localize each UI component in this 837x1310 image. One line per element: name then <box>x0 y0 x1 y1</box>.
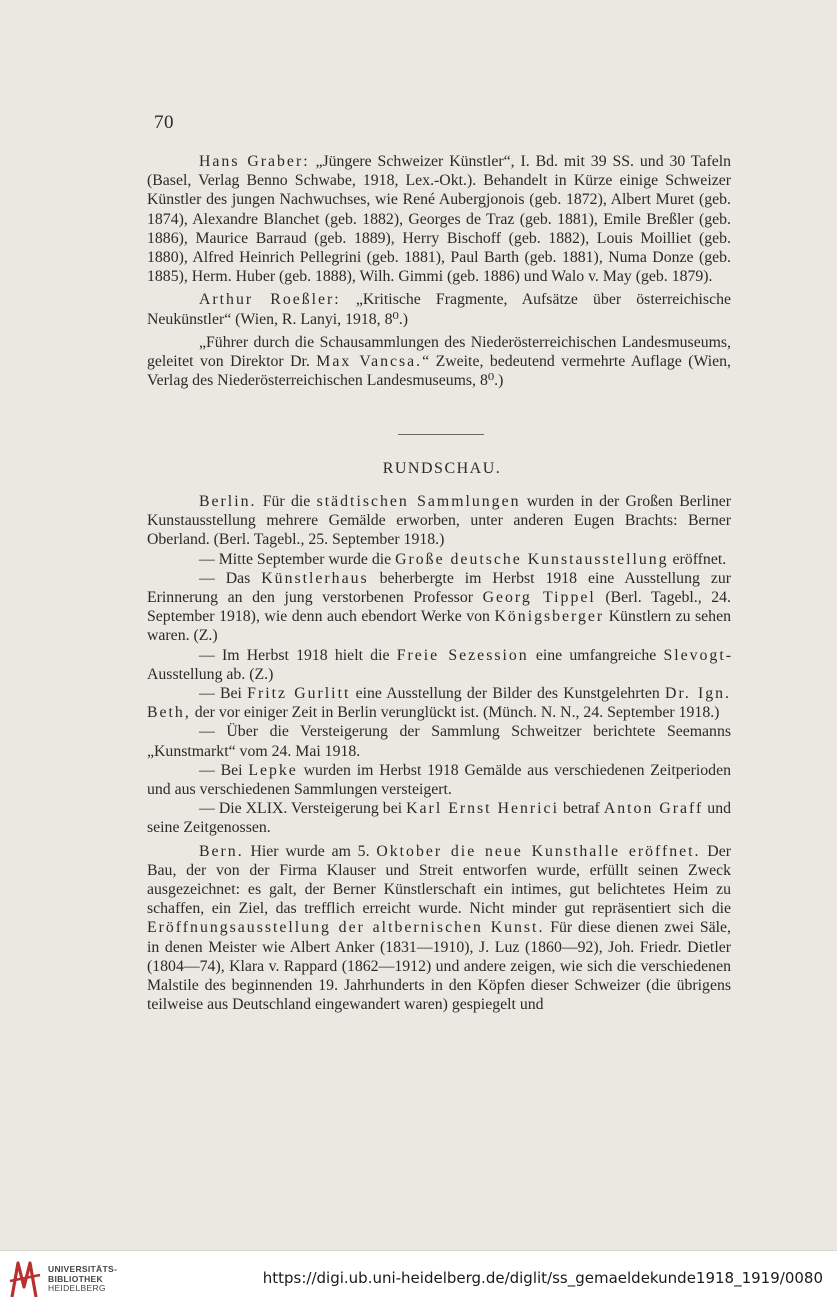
bibliography-entry-graber <box>147 152 731 286</box>
paragraph-text: — Bei <box>199 685 248 703</box>
paragraph-emphasis: Lepke <box>248 761 298 779</box>
section-title: RUNDSCHAU. <box>382 460 502 477</box>
paragraph-emphasis: Künstlerhaus <box>261 569 369 587</box>
news-item <box>147 550 731 569</box>
entry-text: „Führer durch die Schausammlungen des Niederösterreichischen Landesmuseums, geleitet von Direktor Dr. <box>147 333 731 371</box>
paragraph-text: Für die <box>256 493 317 510</box>
news-item <box>147 684 731 722</box>
paragraph-text: eröffnet. <box>668 550 727 568</box>
berlin-paragraph <box>147 492 731 550</box>
paragraph-emphasis: Oktober die neue Kunsthalle eröffnet. <box>376 842 701 860</box>
library-name-line: UNIVERSITÄTS- <box>48 1264 118 1274</box>
paragraph-text: — Das <box>199 569 262 587</box>
paragraph-emphasis: städtischen Sammlungen <box>316 493 521 510</box>
author-name: Arthur Roeßler: <box>199 291 341 309</box>
entry-text: „Jüngere Schweizer Künstler“, I. Bd. mit 39 SS. und 30 Tafeln (Basel, Verlag Benno Schwabe, 1918, Lex.-Okt.). Behandelt in Kürze einige Schweizer Künstler des jungen Nachwuchses, wie René Aubergjonois (geb. 1872), Albert Muret (geb. 1874), Alexandre Blanchet (geb. 1882), Georges de Traz (geb. 1881), Emile Breßler (geb. 1886), Maurice Barraud (geb. 1889), Herry Bischoff (geb. 1882), Louis Moilliet (geb. 1880), Alfred Heinrich Pellegrini (geb. 1881), Paul Barth (geb. 1881), Numa Donze (geb. 1885), Herm. Huber (geb. 1888), Wilh. Gimmi (geb. 1886) und Walo v. May (geb. 1879). <box>147 153 732 286</box>
viewer-footer <box>0 1250 837 1310</box>
paragraph-text: eine umfangreiche <box>528 646 664 664</box>
paragraph-text: wurden im Herbst 1918 Gemälde aus verschiedenen Zeitperioden und aus verschiedenen Sammlungen versteigert. <box>147 761 731 799</box>
paragraph-text: — Über die Versteigerung der Sammlung Schweitzer berichtete Seemanns „Kunstmarkt“ vom 24. Mai 1918. <box>147 723 731 760</box>
paragraph-emphasis: Anton Graff <box>603 800 704 818</box>
news-item <box>147 799 731 837</box>
paragraph-text: Hier wurde am 5. <box>243 842 377 860</box>
paragraph-text: — Die XLIX. Versteigerung bei <box>199 800 407 818</box>
paragraph-text: Künstlern zu sehen waren. (Z.) <box>147 608 731 645</box>
paragraph-emphasis: Große deutsche Kunstausstellung <box>395 550 669 568</box>
bibliography-entry-roessler <box>147 290 731 328</box>
library-name-line: BIBLIOTHEK <box>48 1273 103 1284</box>
paragraph-emphasis: Dr. Ign. Beth, <box>147 685 732 722</box>
paragraph-emphasis: Slevogt <box>663 646 726 664</box>
paragraph-text: — Mitte September wurde die <box>199 550 396 568</box>
page-number: 70 <box>154 112 174 133</box>
entry-emphasis: Max Vancsa. <box>316 353 423 371</box>
news-item <box>147 646 731 684</box>
university-logo-icon[interactable] <box>8 1257 42 1301</box>
paragraph-emphasis: Königsberger <box>494 608 605 626</box>
library-name <box>48 1265 117 1294</box>
paragraph-text: (Berl. Tagebl., 24. September 1918), wie denn auch ebendort Werke von <box>147 589 731 626</box>
permalink-url[interactable]: https://digi.ub.uni-heidelberg.de/diglit/ss_gemaeldekunde1918_1919/0080 <box>262 1269 823 1287</box>
news-item <box>147 569 731 646</box>
paragraph-emphasis: Karl Ernst Henrici <box>406 800 559 818</box>
paragraph-emphasis: Eröffnungsausstellung der altbernischen Kunst. <box>147 919 545 937</box>
paragraph-text: wurden in der Großen Berliner Kunstausstellung mehrere Gemälde erworben, unter anderen Eugen Brachts: Berner Oberland. (Berl. Tagebl., 25. September 1918.) <box>147 493 731 549</box>
paragraph-emphasis: Fritz Gurlitt <box>247 685 351 703</box>
bibliography-section <box>147 152 731 394</box>
author-name: Hans Graber: <box>199 153 310 170</box>
news-item <box>147 761 731 799</box>
paragraph-text: beherbergte im Herbst 1918 eine Ausstellung zur Erinnerung an den jung verstorbenen Professor <box>147 569 731 607</box>
rundschau-section <box>147 488 731 1014</box>
news-item <box>147 722 731 760</box>
paragraph-text: eine Ausstellung der Bilder des Kunstgelehrten <box>350 685 666 703</box>
bibliography-entry-fuehrer <box>147 333 731 391</box>
section-divider <box>398 434 484 435</box>
paragraph-text: — Bei <box>199 761 249 779</box>
paragraph-text: der vor einiger Zeit in Berlin verunglückt ist. (Münch. N. N., 24. September 1918.) <box>190 704 720 722</box>
entry-text: „Kritische Fragmente, Aufsätze über österreichische Neukünstler“ (Wien, R. Lanyi, 1918, 8⁰.) <box>147 291 732 328</box>
bern-paragraph <box>147 842 731 1015</box>
paragraph-text: und seine Zeitgenossen. <box>147 800 731 837</box>
paragraph-text: — Im Herbst 1918 hielt die <box>199 646 397 664</box>
paragraph-text: betraf <box>558 800 604 818</box>
paragraph-emphasis: Georg Tippel <box>482 589 596 607</box>
paragraph-text: Der Bau, der von der Firma Klauser und Streit entworfen wurde, erfüllt seinen Zweck ausgezeichnet: es galt, der Berner Künstlerschaft ein intimes, gut belichtetes Heim zu schaffen, ein Ziel, das trefflich erreicht wurde. Nicht minder gut repräsentiert sich die <box>147 842 731 918</box>
library-name-line: HEIDELBERG <box>48 1283 106 1293</box>
city-name: Bern. <box>199 842 244 860</box>
entry-text: “ Zweite, bedeutend vermehrte Auflage (Wien, Verlag des Niederösterreichischen Landesmuseums, 8⁰.) <box>147 353 731 390</box>
paragraph-emphasis: Freie Sezession <box>396 646 529 664</box>
paragraph-text: Für diese dienen zwei Säle, in denen Meister wie Albert Anker (1831—1910), J. Luz (1860—92), Joh. Friedr. Dietler (1804—74), Klara v. Rappard (1862—1912) und andere zeigen, wie sich die verschiedenen Malstile des beginnenden 19. Jahrhunderts in den Köpfen dieser Schweizer (die übrigens teilweise aus Deutschland eingewandert waren) gespiegelt und <box>147 919 731 1014</box>
city-name: Berlin. <box>199 493 257 510</box>
paragraph-text: -Ausstellung ab. (Z.) <box>147 646 731 683</box>
